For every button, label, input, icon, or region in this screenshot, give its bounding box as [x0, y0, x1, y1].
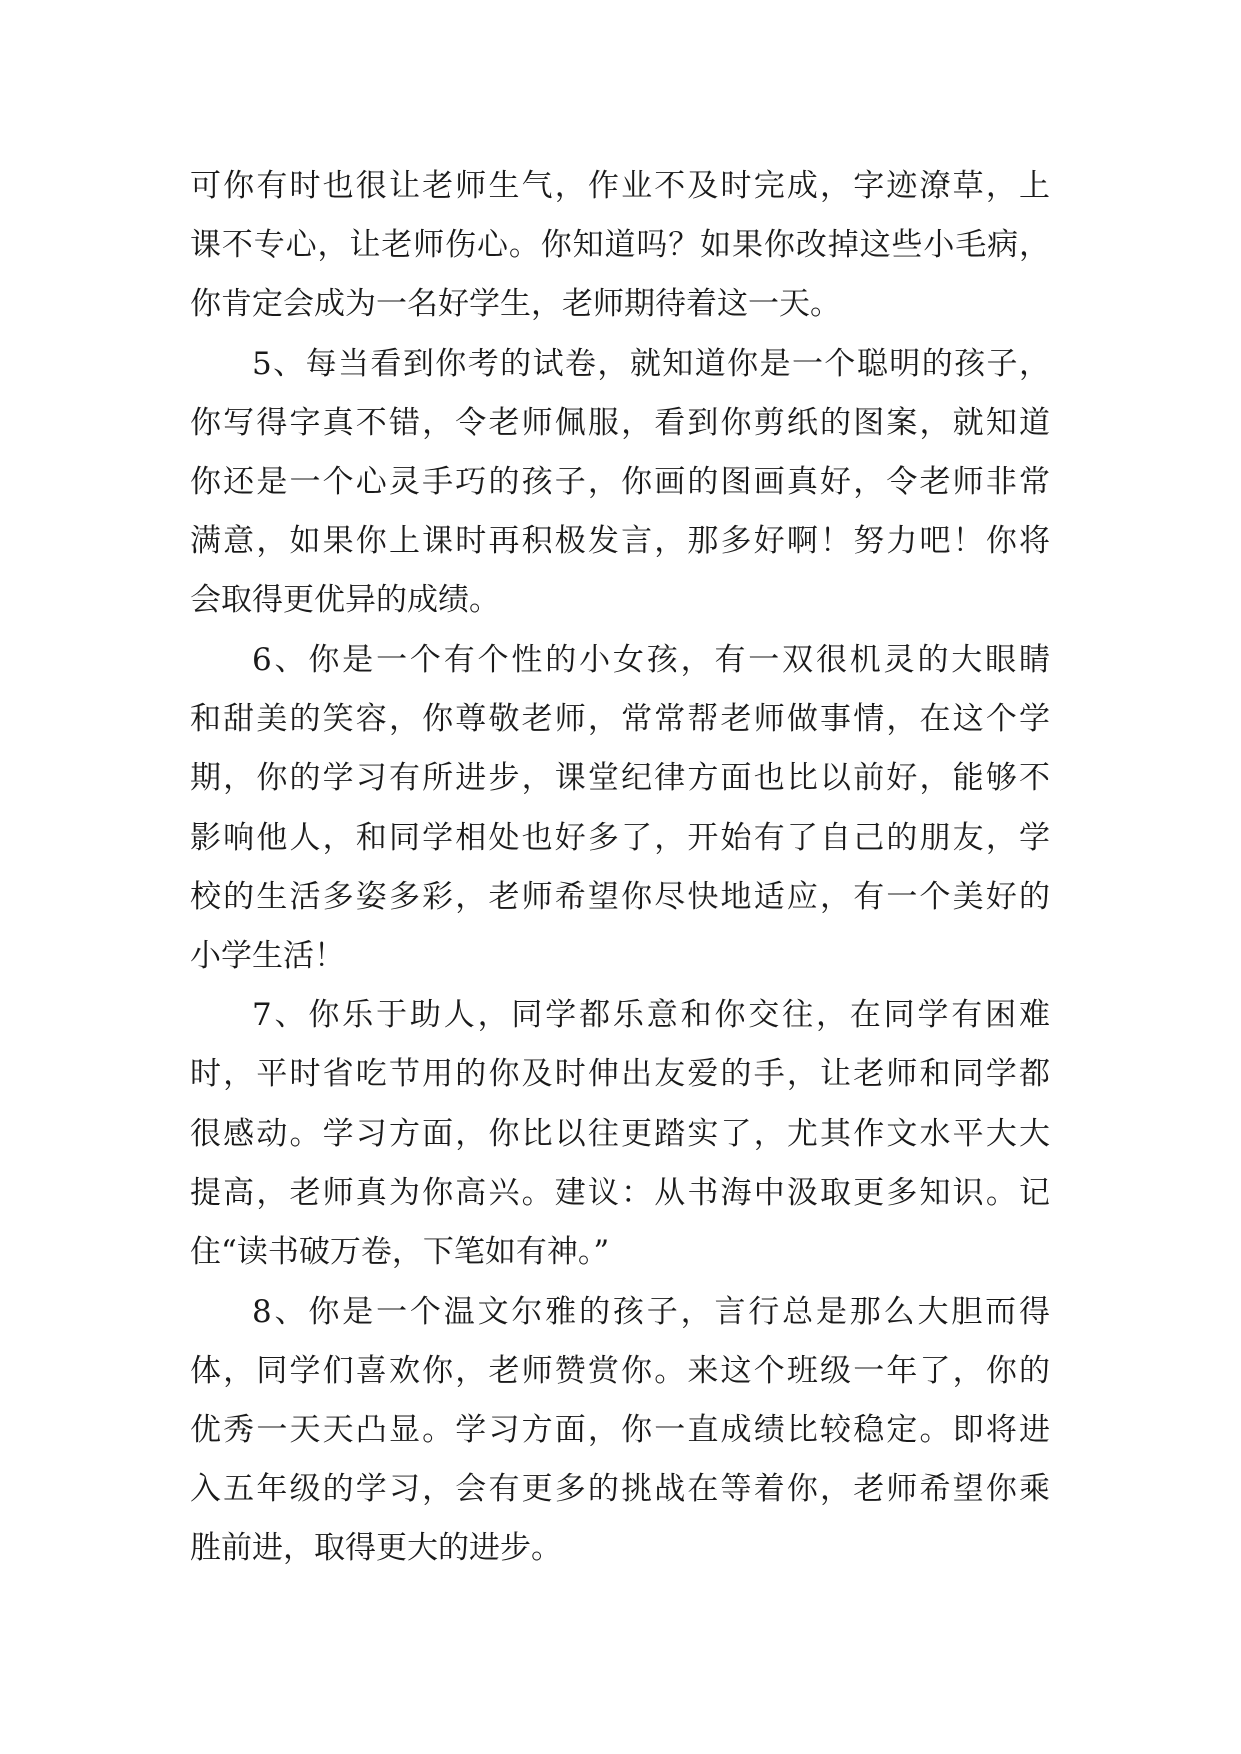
text-line	[0, 1232, 1241, 1272]
paragraph-first-line	[0, 1292, 1241, 1332]
text-line	[0, 1410, 1241, 1450]
line-text: 你还是一个心灵手巧的孩子，你画的图画真好，令老师非常	[190, 464, 1050, 500]
text-line	[0, 521, 1241, 561]
line-text: 影响他人，和同学相处也好多了，开始有了自己的朋友，学	[190, 820, 1050, 856]
paragraph-first-line	[0, 995, 1241, 1035]
line-text: 期，你的学习有所进步，课堂纪律方面也比以前好，能够不	[190, 760, 1050, 796]
text-line	[0, 1469, 1241, 1509]
line-text: 体，同学们喜欢你，老师赞赏你。来这个班级一年了，你的	[190, 1353, 1050, 1389]
text-line	[0, 403, 1241, 443]
line-text: 可你有时也很让老师生气，作业不及时完成，字迹潦草，上	[190, 168, 1050, 204]
line-text: 时，平时省吃节用的你及时伸出友爱的手，让老师和同学都	[190, 1056, 1050, 1092]
text-line	[0, 580, 1241, 620]
line-text: 校的生活多姿多彩，老师希望你尽快地适应，有一个美好的	[190, 879, 1050, 915]
line-text: 提高，老师真为你高兴。建议：从书海中汲取更多知识。记	[190, 1175, 1050, 1211]
text-line	[0, 877, 1241, 917]
text-line	[0, 1114, 1241, 1154]
line-text: 优秀一天天凸显。学习方面，你一直成绩比较稳定。即将进	[190, 1412, 1050, 1448]
text-line	[0, 758, 1241, 798]
line-text: 很感动。学习方面，你比以往更踏实了，尤其作文水平大大	[190, 1116, 1050, 1152]
text-line	[0, 462, 1241, 502]
text-line	[0, 1351, 1241, 1391]
line-text: 8、你是一个温文尔雅的孩子，言行总是那么大胆而得	[252, 1294, 1050, 1330]
line-text: 5、每当看到你考的试卷，就知道你是一个聪明的孩子，	[252, 346, 1050, 382]
text-line	[0, 1054, 1241, 1094]
text-line	[0, 284, 1241, 324]
text-line	[0, 166, 1241, 206]
text-line	[0, 936, 1241, 976]
line-text: 和甜美的笑容，你尊敬老师，常常帮老师做事情，在这个学	[190, 701, 1050, 737]
text-line	[0, 1528, 1241, 1568]
line-text: 7、你乐于助人，同学都乐意和你交往，在同学有困难	[252, 997, 1050, 1033]
line-text: 课不专心，让老师伤心。你知道吗？如果你改掉这些小毛病，	[190, 227, 1050, 263]
line-text: 满意，如果你上课时再积极发言，那多好啊！努力吧！你将	[190, 523, 1050, 559]
line-text: 会取得更优异的成绩。	[190, 582, 500, 618]
line-text: 你写得字真不错，令老师佩服，看到你剪纸的图案，就知道	[190, 405, 1050, 441]
text-line	[0, 1173, 1241, 1213]
text-line	[0, 699, 1241, 739]
paragraph-first-line	[0, 344, 1241, 384]
text-line	[0, 225, 1241, 265]
line-text: 住“读书破万卷，下笔如有神。”	[190, 1234, 610, 1270]
line-text: 入五年级的学习，会有更多的挑战在等着你，老师希望你乘	[190, 1471, 1050, 1507]
line-text: 小学生活！	[190, 938, 345, 974]
line-text: 6、你是一个有个性的小女孩，有一双很机灵的大眼睛	[252, 642, 1050, 678]
line-text: 你肯定会成为一名好学生，老师期待着这一天。	[190, 286, 841, 322]
text-line	[0, 818, 1241, 858]
paragraph-first-line	[0, 640, 1241, 680]
line-text: 胜前进，取得更大的进步。	[190, 1530, 562, 1566]
